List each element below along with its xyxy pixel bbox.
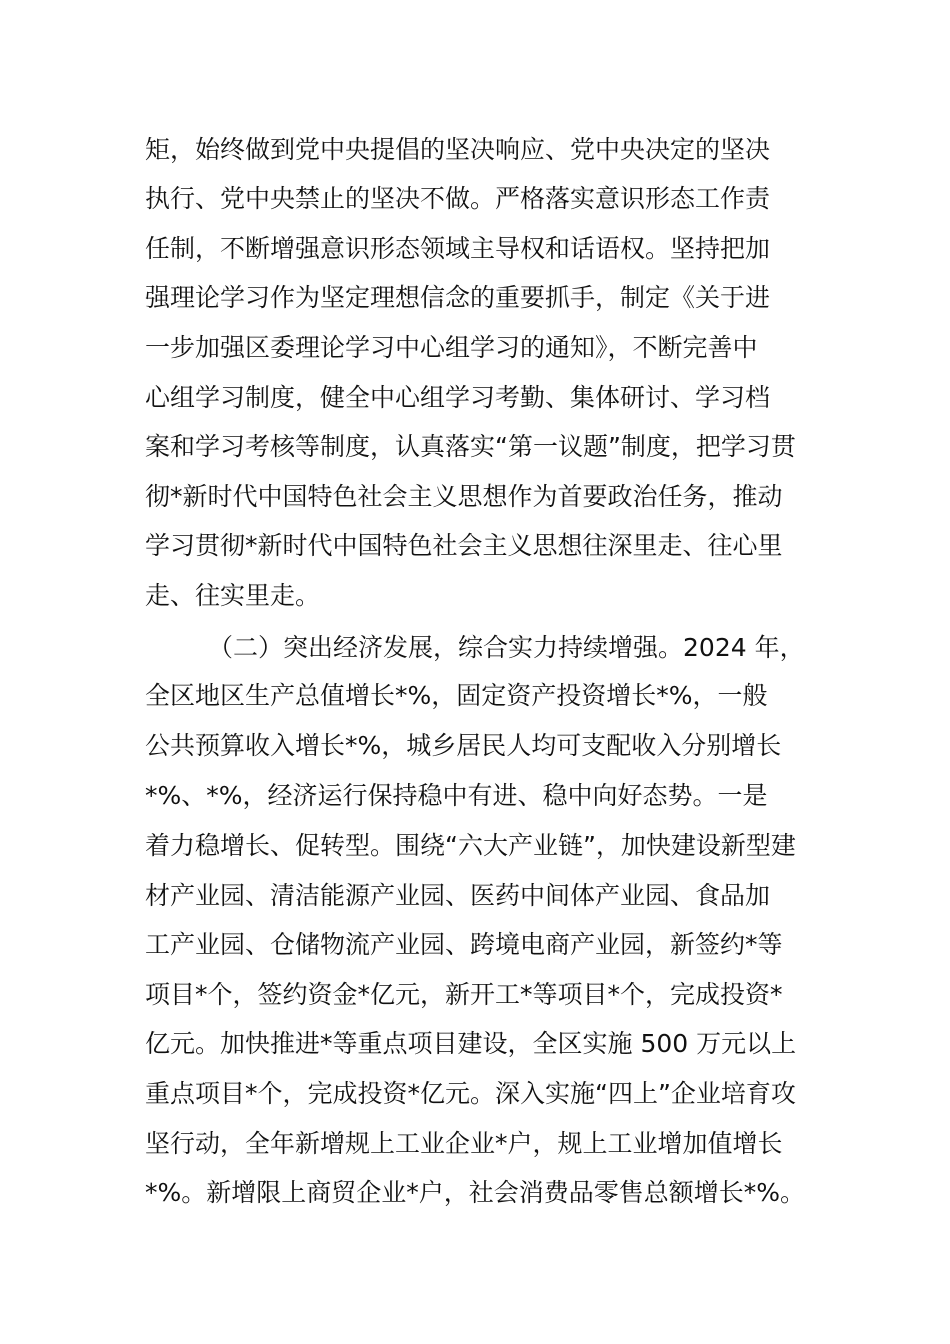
text-line: 工产业园、仓储物流产业园、跨境电商产业园，新签约*等 [145,930,783,959]
text-line: 全区地区生产总值增长*%，固定资产投资增长*%，一般 [145,681,768,710]
text-line: 公共预算收入增长*%，城乡居民人均可支配收入分别增长 [145,731,782,760]
text-line: 亿元。加快推进*等重点项目建设，全区实施 500 万元以上 [145,1029,797,1058]
text-line: 项目*个，签约资金*亿元，新开工*等项目*个，完成投资* [145,980,783,1009]
text-line: 材产业园、清洁能源产业园、医药中间体产业园、食品加 [145,881,771,910]
text-line: 走、往实里走。 [145,581,321,610]
text-line: 执行、党中央禁止的坚决不做。严格落实意识形态工作责 [145,184,771,213]
text-line: 心组学习制度，健全中心组学习考勤、集体研讨、学习档 [145,383,771,412]
section-heading-line: （二）突出经济发展，综合实力持续增强。2024 年， [208,633,805,662]
text-line: 重点项目*个，完成投资*亿元。深入实施“四上”企业培育攻 [145,1079,796,1108]
text-line: 一步加强区委理论学习中心组学习的通知》，不断完善中 [145,333,758,362]
text-line: 强理论学习作为坚定理想信念的重要抓手，制定《关于进 [145,283,771,312]
text-line: 坚行动，全年新增规上工业企业*户，规上工业增加值增长 [145,1129,783,1158]
text-line: *%、*%，经济运行保持稳中有进、稳中向好态势。一是 [145,781,768,810]
text-line: *%。新增限上商贸企业*户，社会消费品零售总额增长*%。 [145,1178,806,1207]
text-line: 案和学习考核等制度，认真落实“第一议题”制度，把学习贯 [145,432,796,461]
text-line: 彻*新时代中国特色社会主义思想作为首要政治任务，推动 [145,482,783,511]
text-line: 任制，不断增强意识形态领域主导权和话语权。坚持把加 [145,234,771,263]
text-line: 着力稳增长、促转型。围绕“六大产业链”，加快建设新型建 [145,831,796,860]
text-line: 矩，始终做到党中央提倡的坚决响应、党中央决定的坚决 [145,135,771,164]
text-line: 学习贯彻*新时代中国特色社会主义思想往深里走、往心里 [145,531,783,560]
